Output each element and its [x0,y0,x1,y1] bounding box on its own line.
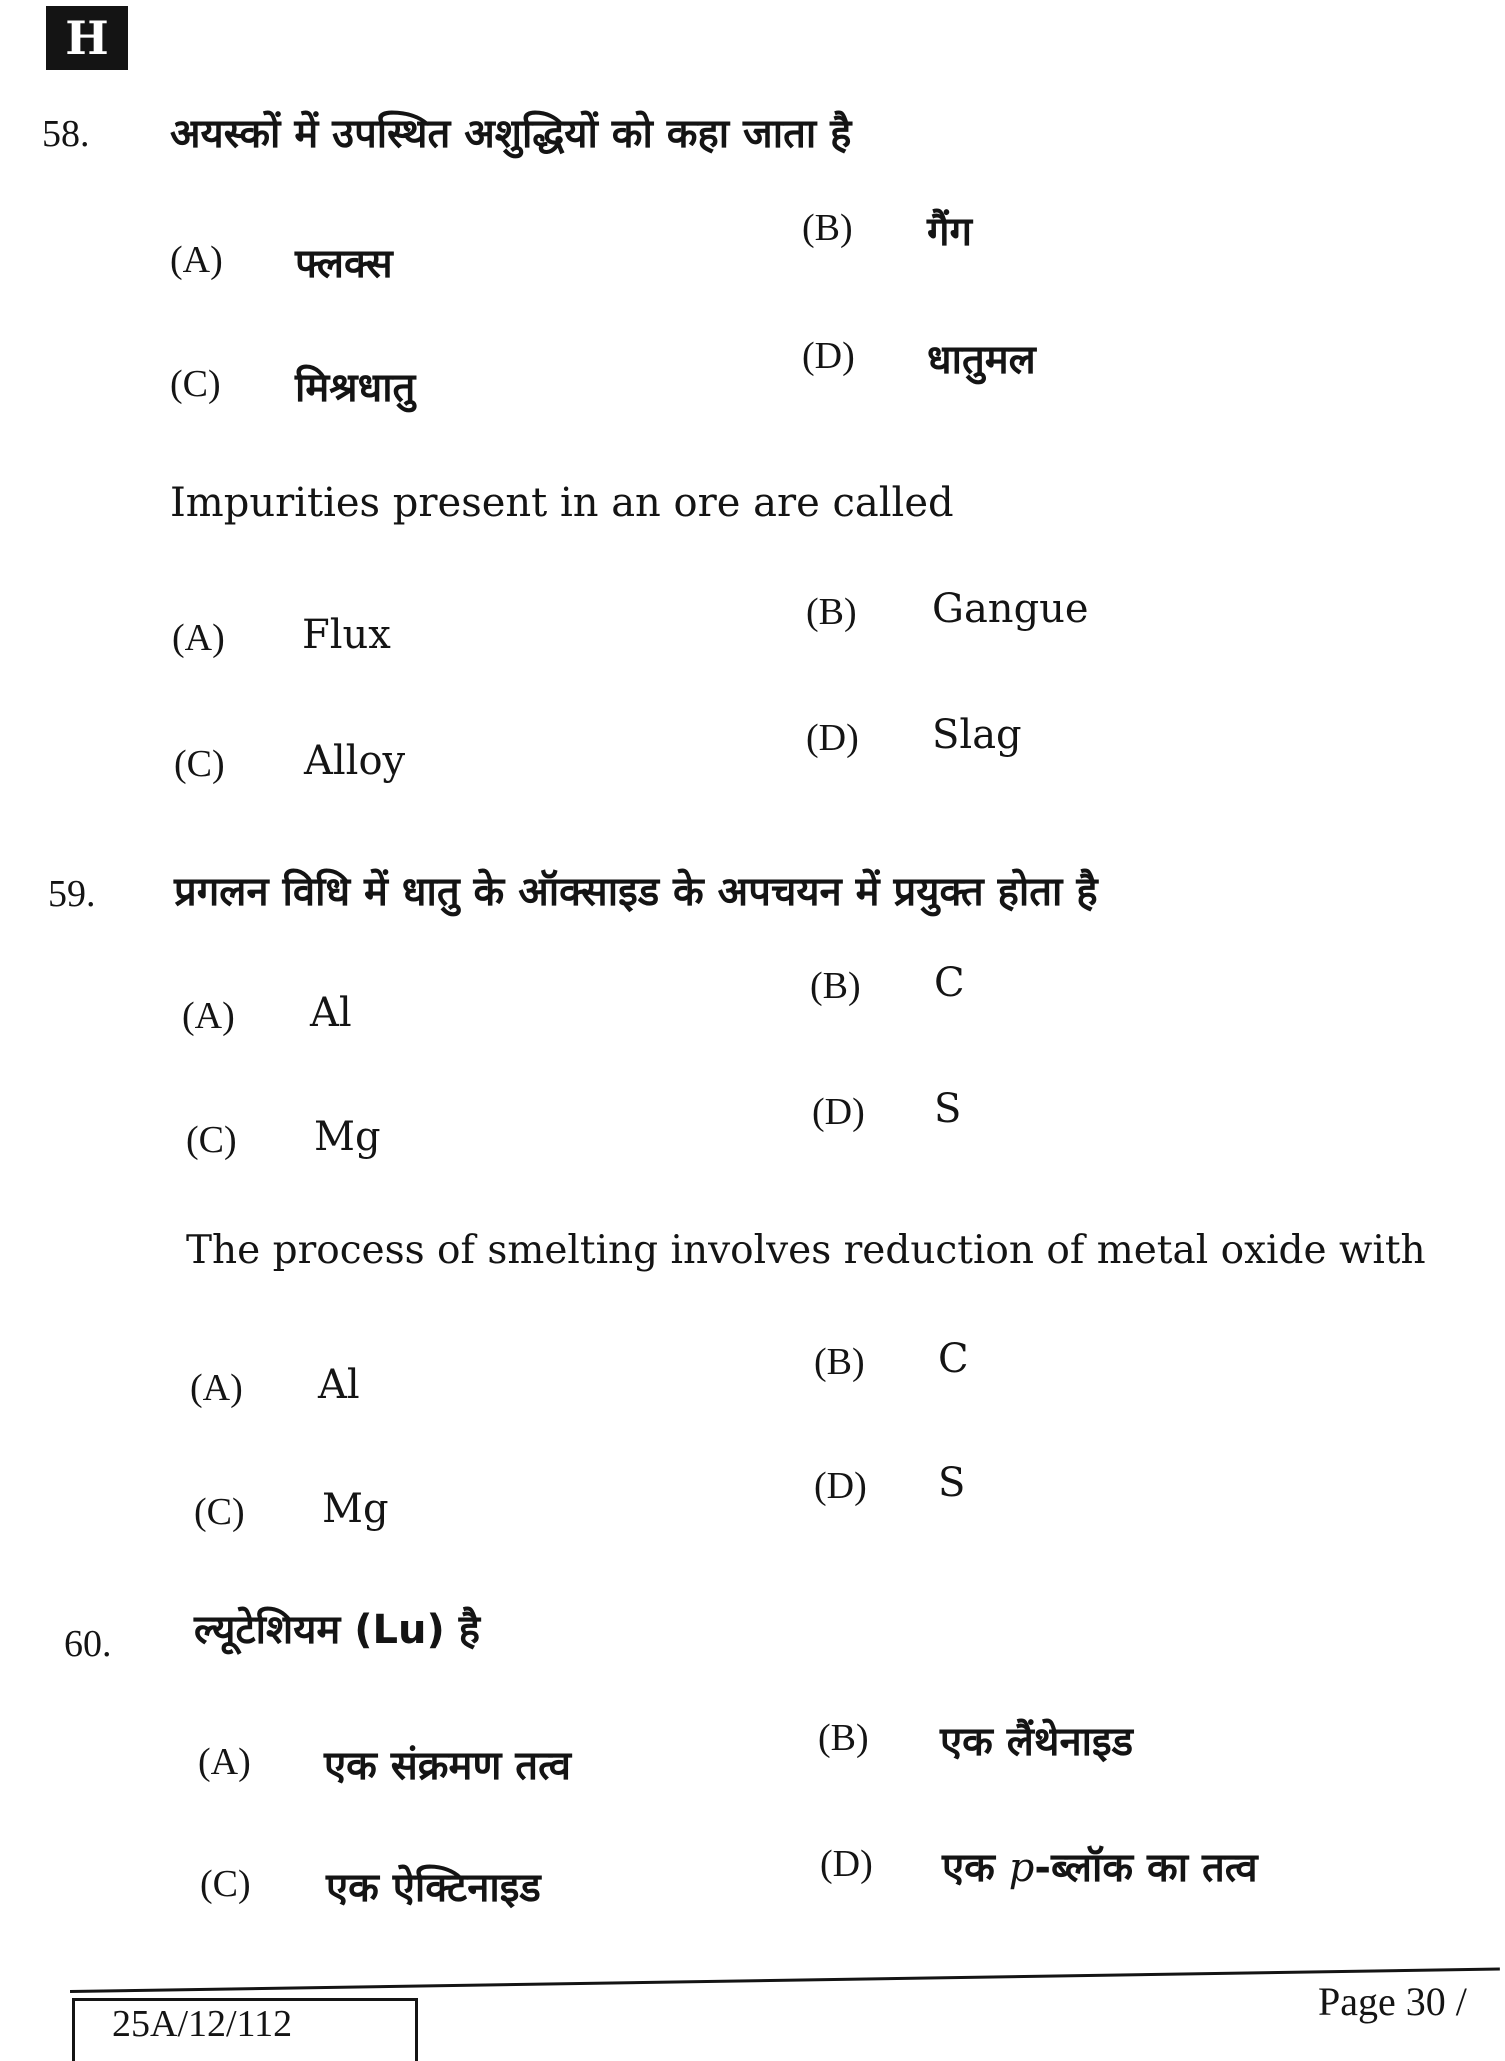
paper-code: 25A/12/112 [112,2003,293,2045]
option-label: (A) [172,617,225,659]
option-label: (C) [194,1491,245,1533]
option-label: (C) [174,743,225,785]
option-text-suffix: -ब्लॉक का तत्व [1034,1845,1258,1891]
question-60-number: 60. [64,1623,112,1665]
option-text-prefix: एक [942,1845,1009,1891]
option-text: मिश्रधातु [295,365,416,411]
option-label: (C) [200,1863,251,1905]
option-label: (C) [186,1119,237,1161]
page-number: Page 30 / [1318,1979,1467,2024]
option-label: (D) [814,1465,867,1507]
option-label: (A) [182,995,235,1037]
option-label: (B) [810,965,861,1007]
option-text: एक संक्रमण तत्व [324,1743,571,1789]
option-text: S [938,1460,966,1506]
option-text: फ्लक्स [295,241,393,287]
question-59-number: 59. [48,873,96,915]
question-58-hindi-text: अयस्कों में उपस्थित अशुद्धियों को कहा जाता है [170,111,852,157]
option-label: (B) [814,1341,865,1383]
option-text: Al [310,990,352,1036]
option-text: Alloy [304,738,406,784]
option-text [942,1838,1258,1893]
option-label: (D) [820,1843,873,1885]
option-text: Mg [314,1114,381,1160]
footer-rule [70,1968,1500,1993]
option-text: धातुमल [927,337,1036,383]
option-label: (A) [170,239,223,281]
option-text: Slag [932,712,1022,758]
option-text: Mg [322,1486,389,1532]
question-59-english-text: The process of smelting involves reduction of metal oxide with [186,1228,1426,1273]
option-text: एक लैंथेनाइड [940,1719,1134,1765]
option-text: गैंग [927,209,973,255]
option-text-italic: p [1008,1845,1035,1891]
option-label: (C) [170,363,221,405]
option-text: एक ऐक्टिनाइड [326,1865,541,1911]
option-label: (A) [198,1741,251,1783]
option-text: Flux [302,612,391,658]
option-text: Al [318,1362,360,1408]
question-58-number: 58. [42,113,90,155]
option-text: S [934,1086,962,1132]
question-60-hindi-text: ल्यूटेशियम (Lu) है [194,1607,480,1653]
option-label: (D) [802,335,855,377]
question-58-english-text: Impurities present in an ore are called [170,480,954,526]
option-label: (B) [806,591,857,633]
option-label: (B) [802,207,853,249]
option-text: C [934,960,965,1006]
option-text: Gangue [932,586,1089,632]
set-badge: H [46,6,128,70]
question-59-hindi-text: प्रगलन विधि में धातु के ऑक्साइड के अपचयन में प्रयुक्त होता है [174,869,1098,915]
option-text: C [938,1336,969,1382]
option-label: (D) [806,717,859,759]
option-label: (B) [818,1717,869,1759]
option-label: (D) [812,1091,865,1133]
option-label: (A) [190,1367,243,1409]
